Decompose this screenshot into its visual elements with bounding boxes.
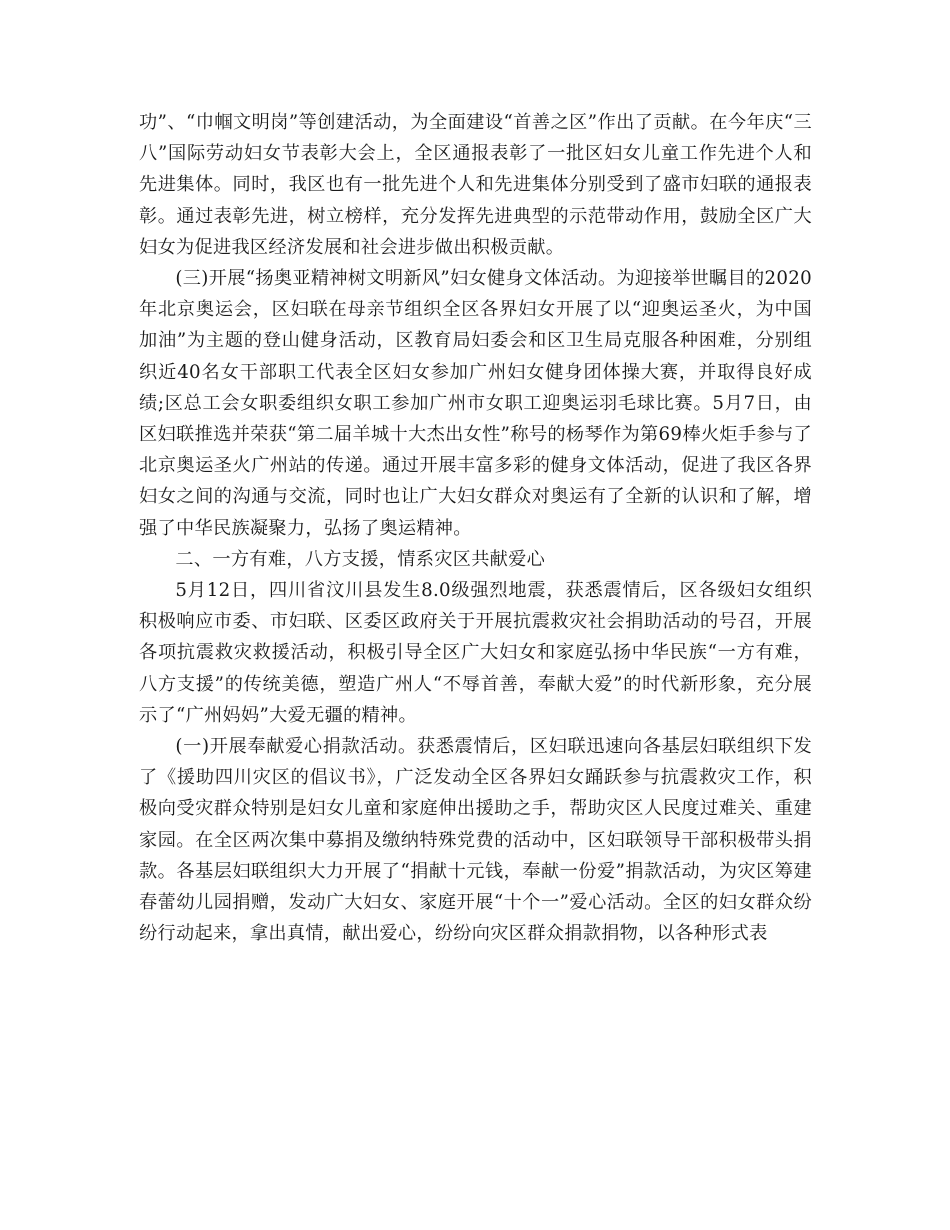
paragraph-continued: 功”、“巾帼文明岗”等创建活动，为全面建设“首善之区”作出了贡献。在今年庆“三八”国际劳动妇女节表彰大会上，全区通报表彰了一批区妇女儿童工作先进个人和先进集体。同时，我区也有一批先进个人和先进集体分别受到了盛市妇联的通报表彰。通过表彰先进，树立榜样，充分发挥先进典型的示范带动作用，鼓励全区广大妇女为促进我区经济发展和社会进步做出积极贡献。 bbox=[139, 112, 812, 258]
paragraph-section-one: (一)开展奉献爱心捐款活动。获悉震情后，区妇联迅速向各基层妇联组织下发了《援助四川灾区的倡议书》，广泛发动全区各界妇女踊跃参与抗震救灾工作，积极向受灾群众特别是妇女儿童和家庭伸出援助之手，帮助灾区人民度过难关、重建家园。在全区两次集中募捐及缴纳特殊党费的活动中，区妇联领导干部积极带头捐款。各基层妇联组织大力开展了“捐献十元钱，奉献一份爱”捐款活动，为灾区筹建春蕾幼儿园捐赠，发动广大妇女、家庭开展“十个一”爱心活动。全区的妇女群众纷纷行动起来，拿出真情，献出爱心，纷纷向灾区群众捐款捐物，以各种形式表 bbox=[139, 736, 812, 945]
document-body bbox=[139, 107, 812, 949]
section-heading-two: 二、一方有难，八方支援，情系灾区共献爱心 bbox=[175, 548, 546, 570]
paragraph-section-three: (三)开展“扬奥亚精神树文明新风”妇女健身文体活动。为迎接举世瞩目的2020年北京奥运会，区妇联在母亲节组织全区各界妇女开展了以“迎奥运圣火，为中国加油”为主题的登山健身活动，区教育局妇委会和区卫生局克服各种困难，分别组织近40名女干部职工代表全区妇女参加广州妇女健身团体操大赛，并取得良好成绩;区总工会女职委组织女职工参加广州市女职工迎奥运羽毛球比赛。5月7日，由区妇联推选并荣获“第二届羊城十大杰出女性”称号的杨琴作为第69棒火炬手参与了北京奥运圣火广州站的传递。通过开展丰富多彩的健身文体活动，促进了我区各界妇女之间的沟通与交流，同时也让广大妇女群众对奥运有了全新的认识和了解，增强了中华民族凝聚力，弘扬了奥运精神。 bbox=[139, 268, 812, 539]
paragraph-earthquake: 5月12日，四川省汶川县发生8.0级强烈地震，获悉震情后，区各级妇女组织积极响应市委、市妇联、区委区政府关于开展抗震救灾社会捐助活动的号召，开展各项抗震救灾救援活动，积极引导全区广大妇女和家庭弘扬中华民族“一方有难，八方支援”的传统美德，塑造广州人“不辱首善，奉献大爱”的时代新形象，充分展示了“广州妈妈”大爱无疆的精神。 bbox=[139, 580, 812, 726]
